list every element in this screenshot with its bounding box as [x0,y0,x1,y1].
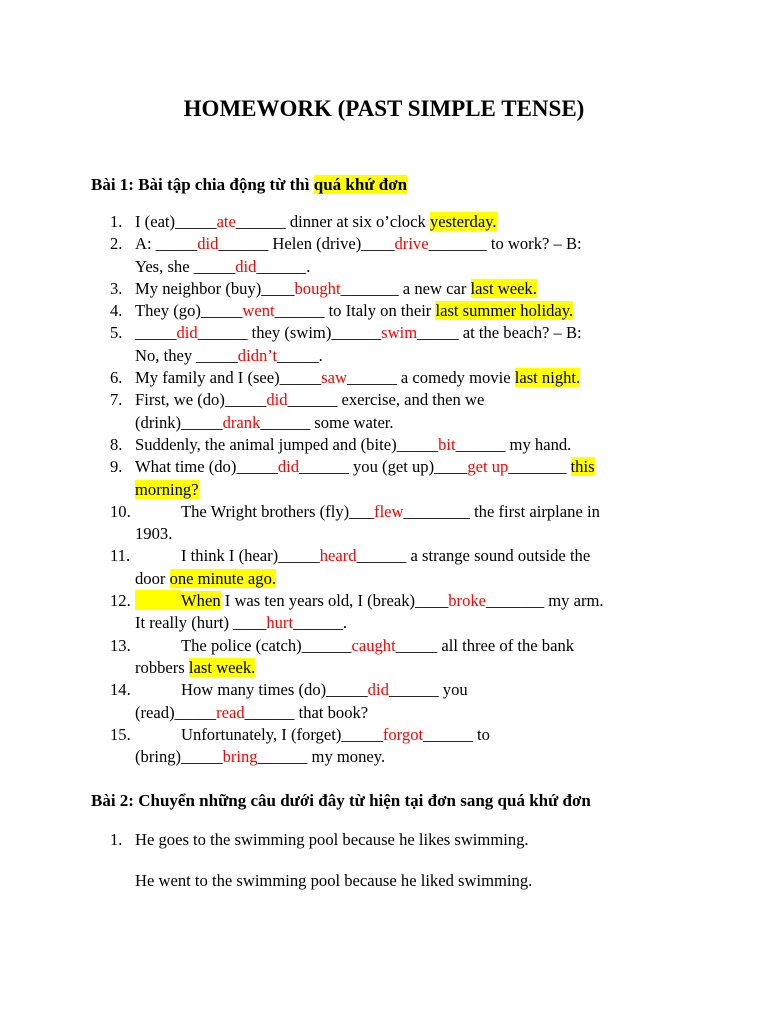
sentence-text: ______ you [388,680,468,700]
highlight-mark [135,590,181,610]
list-item [110,211,670,233]
list-item [110,829,670,851]
item-line [135,702,670,724]
item-line [135,278,670,300]
item-line [135,612,670,634]
list-item [110,635,670,680]
item-line [181,679,670,701]
list-item [110,434,670,456]
item-text [135,545,670,590]
exercise-1-list [110,211,670,768]
answer-text: did [277,457,300,477]
exercise-1-label-highlight: quá khứ đơn [313,175,408,194]
sentence-text: My family and I (see)_____ [135,368,322,388]
item-line [181,501,670,523]
sentence-text: I think I (hear)_____ [181,546,320,566]
sentence-text: ______ to [423,724,490,744]
answer-text: broke [448,591,487,611]
item-line [135,345,670,367]
sentence-text: 1903. [135,524,173,544]
answer-text: ate [216,212,236,231]
answer-text: bring [222,747,258,767]
list-item [110,501,670,546]
item-line [135,456,670,478]
exercise-2-list [110,829,670,851]
item-text [135,300,670,322]
item-line [135,568,670,590]
list-item [110,590,670,635]
sentence-text: How many times (do)_____ [181,680,368,700]
item-number: 10. [110,501,131,521]
sentence-text: First, we (do)_____ [135,390,267,410]
item-line [135,434,670,456]
item-text [135,724,670,769]
sentence-text: ______. [256,256,311,276]
highlighted-text: morning? [135,479,199,499]
answer-text: get up [467,457,509,477]
list-item [110,545,670,590]
list-item [110,278,670,300]
item-line [135,746,670,768]
item-line [135,412,670,434]
list-item [110,456,670,501]
sentence-text: ______ my money. [257,747,386,767]
highlighted-text: last summer holiday. [435,301,574,321]
item-line [135,590,670,612]
sentence-text: _____ all three of the bank [395,635,575,655]
highlighted-text: yesterday. [429,212,497,231]
item-line [135,233,670,255]
item-text [135,389,670,434]
sentence-text: ________ the first airplane in [403,501,600,521]
sentence-text: ______ dinner at six o’clock [235,212,430,231]
answer-text: swim [381,323,418,343]
item-number: 8. [110,434,123,454]
sentence-text: No, they _____ [135,345,238,365]
sentence-text: (read)_____ [135,702,217,722]
sentence-text: ______ my hand. [455,434,572,454]
answer-text: bit [438,434,456,454]
answer-text: flew [374,501,404,521]
item-text [135,590,670,635]
sentence-text: _______ my arm. [486,591,604,611]
highlighted-text: this [570,457,595,477]
item-number: 3. [110,278,123,298]
item-text [135,322,670,367]
answer-text: forgot [382,724,424,744]
item-text [135,211,670,233]
page-title: HOMEWORK (PAST SIMPLE TENSE) [183,96,585,121]
sentence-text: ______ some water. [260,412,394,432]
list-item [110,679,670,724]
highlighted-text: last week. [470,278,537,298]
answer-text: didn’t [237,345,278,365]
answer-text: drive [394,234,429,254]
sentence-text: ______. [293,613,347,633]
item-text [135,367,670,389]
answer-text: did [266,390,288,410]
answer-text: saw [321,368,347,388]
sentence-text: ______ a comedy movie [346,368,515,388]
exercise-1-heading [91,174,407,196]
item-text [135,679,670,724]
item-number: 12. [110,591,131,611]
sentence-text: I (eat)_____ [135,212,217,231]
item-number: 4. [110,301,123,321]
sentence-text: (bring)_____ [135,747,223,767]
item-number: 15. [110,724,131,744]
item-text [135,434,670,456]
sentence-text: _______ to work? – B: [428,234,582,254]
item-line [135,657,670,679]
answer-text: did [235,256,257,276]
sentence-text: _____ at the beach? – B: [417,323,582,343]
highlighted-text: last week. [188,657,256,677]
sentence-text: ______ exercise, and then we [287,390,485,410]
sentence-text: What time (do)_____ [135,457,278,477]
sentence-text: ______ that book? [244,702,369,722]
item-number: 5. [110,323,123,343]
list-item [110,724,670,769]
sentence-text: It really (hurt) ____ [135,613,267,633]
item-line [181,545,670,567]
sentence-text: ______ a strange sound outside the [356,546,591,566]
sentence-text: _______ [508,457,571,477]
answer-text: hurt [266,613,294,633]
item-number: 7. [110,390,123,410]
answer-text: heard [319,546,357,566]
sentence-text: _____ [135,323,177,343]
item-line [181,724,670,746]
item-line [135,367,670,389]
sentence-text: ______ they (swim)______ [197,323,382,343]
item-number: 9. [110,457,123,477]
list-item [110,367,670,389]
item-number: 14. [110,680,131,700]
sentence-text: My neighbor (buy)____ [135,278,295,298]
answer-text: bought [294,278,341,298]
sentence-text: (drink)_____ [135,412,223,432]
item-number: 6. [110,368,123,388]
item-text: He goes to the swimming pool because he likes swimming. [135,830,529,849]
sentence-text: ______ you (get up)____ [299,457,468,477]
item-line [135,322,670,344]
exercise-2-answer: He went to the swimming pool because he liked swimming. [135,871,533,890]
sentence-text: Yes, she _____ [135,256,236,276]
answer-text: went [242,301,275,321]
sentence-text: A: _____ [135,234,198,254]
sentence-text: The police (catch)______ [181,635,352,655]
item-line [135,300,670,322]
highlighted-text: last night. [514,368,581,388]
item-line [135,389,670,411]
item-number: 11. [110,546,131,566]
answer-text: caught [351,635,396,655]
list-item [110,233,670,278]
item-text [135,233,670,278]
sentence-text: The Wright brothers (fly)___ [181,501,375,521]
item-text [135,456,670,501]
answer-text: did [176,323,198,343]
item-line [135,211,670,233]
answer-text: read [216,702,245,722]
sentence-text: door [135,568,170,588]
sentence-text: ______ Helen (drive)____ [218,234,395,254]
item-text [135,501,670,546]
item-number: 2. [110,234,123,254]
sentence-text: _____. [277,345,323,365]
item-line [135,523,670,545]
sentence-text: robbers [135,657,189,677]
item-line [135,479,670,501]
item-number: 13. [110,635,131,655]
answer-text: did [367,680,389,700]
sentence-text: Unfortunately, I (forget)_____ [181,724,383,744]
list-item [110,322,670,367]
sentence-text: ______ to Italy on their [274,301,436,321]
item-number: 1. [110,830,123,849]
list-item [110,300,670,322]
item-text [135,635,670,680]
highlighted-text: When [181,591,221,611]
list-item [110,389,670,434]
item-line [181,635,670,657]
sentence-text: They (go)_____ [135,301,243,321]
item-line [135,256,670,278]
answer-text: drank [222,412,261,432]
item-text [135,278,670,300]
item-number: 1. [110,212,123,231]
sentence-text: _______ a new car [340,278,471,298]
sentence-text: Suddenly, the animal jumped and (bite)_____ [135,434,439,454]
exercise-1-label: Bài 1: Bài tập chia động từ thì [91,175,314,194]
answer-text: did [197,234,219,254]
exercise-2-heading: Bài 2: Chuyển những câu dưới đây từ hiện tại đơn sang quá khứ đơn [91,791,591,810]
highlighted-text: one minute ago. [169,568,277,588]
sentence-text: I was ten years old, I (break)____ [220,591,449,611]
